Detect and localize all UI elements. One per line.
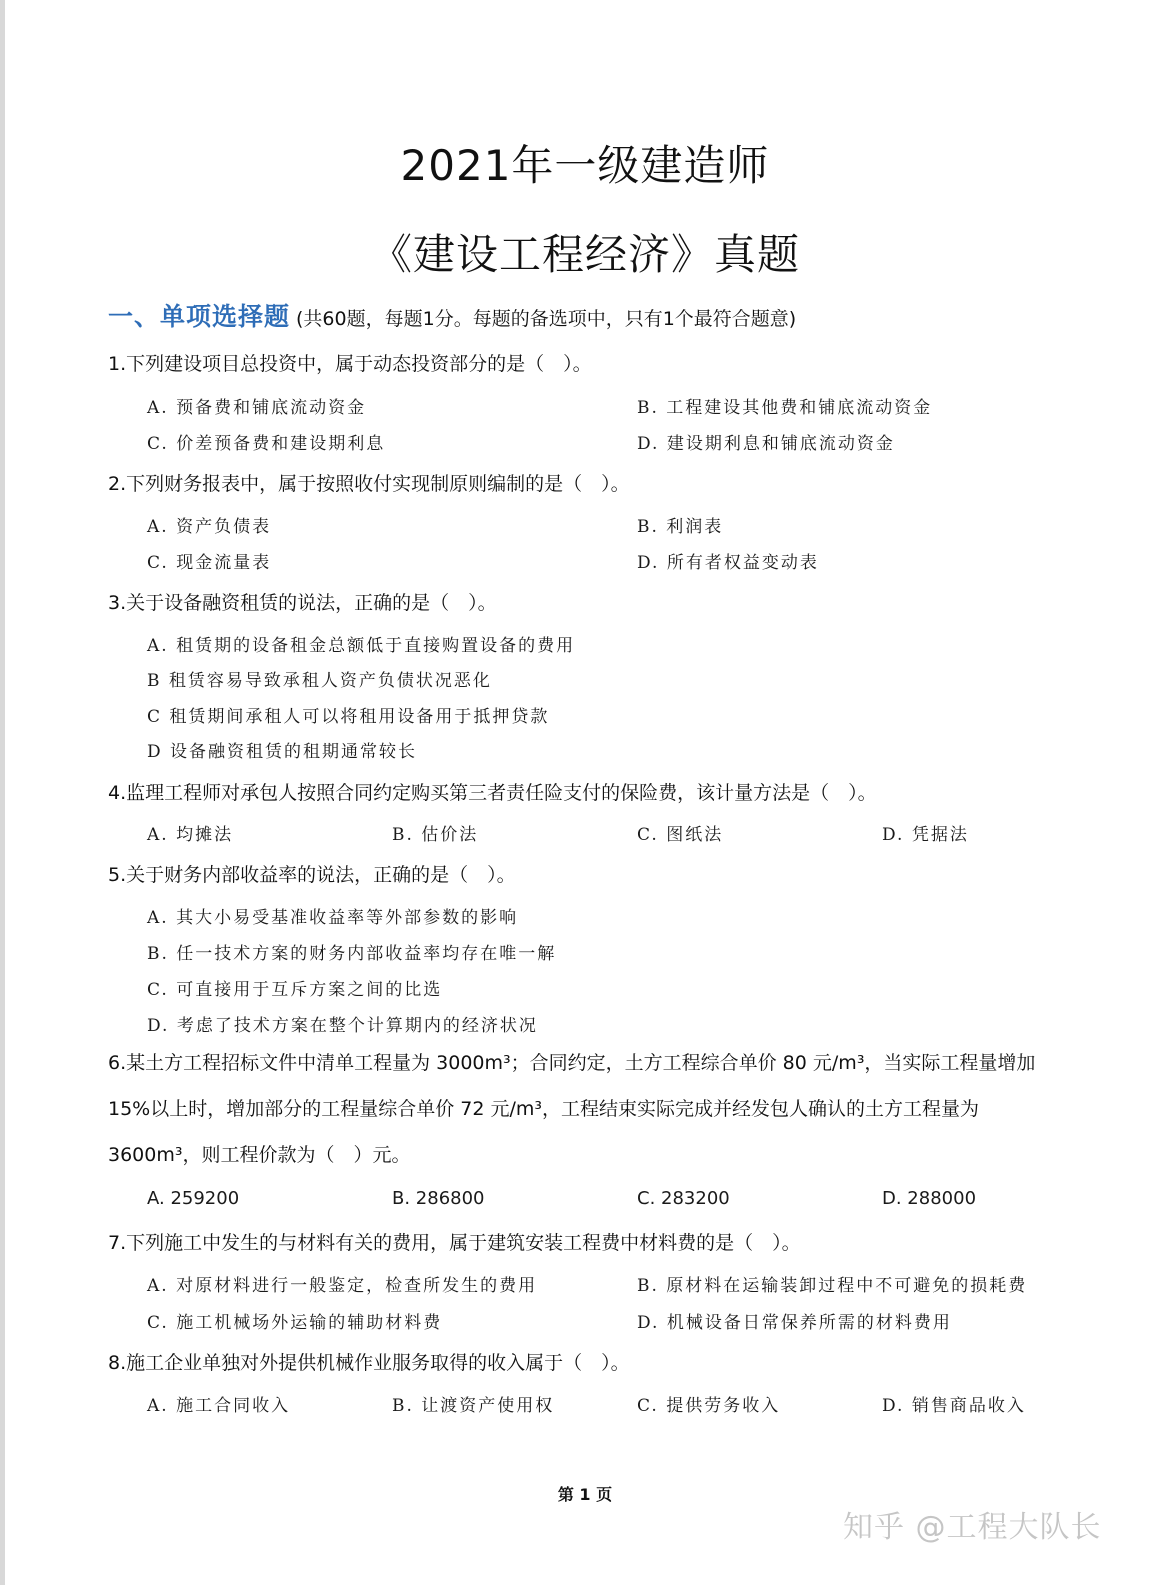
watermark: 知乎 @工程大队长 <box>843 1510 1102 1545</box>
question-8-stem: 8.施工企业单独对外提供机械作业服务取得的收入属于（ ）。 <box>108 1352 630 1374</box>
section-label: 一、单项选择题 <box>108 302 291 331</box>
question-1-option-c: C. 价差预备费和建设期利息 <box>147 434 386 454</box>
question-1-option-d: D. 建设期利息和铺底流动资金 <box>637 434 895 454</box>
question-1-option-a: A. 预备费和铺底流动资金 <box>147 398 367 418</box>
page-number: 第 1 页 <box>557 1485 613 1504</box>
question-3-option-b: B 租赁容易导致承租人资产负债状况恶化 <box>147 671 492 691</box>
question-2-option-d: D. 所有者权益变动表 <box>637 553 819 573</box>
question-6-option-d: D. 288000 <box>882 1188 977 1209</box>
question-4-option-c: C. 图纸法 <box>637 825 724 845</box>
question-3-stem: 3.关于设备融资租赁的说法，正确的是（ ）。 <box>108 592 497 614</box>
question-5-option-b: B. 任一技术方案的财务内部收益率均存在唯一解 <box>147 944 557 964</box>
question-2-option-c: C. 现金流量表 <box>147 553 272 573</box>
question-2-option-a: A. 资产负债表 <box>147 517 272 537</box>
question-4-option-b: B. 估价法 <box>392 825 479 845</box>
question-2-option-b: B. 利润表 <box>637 517 724 537</box>
question-3-option-d: D 设备融资租赁的租期通常较长 <box>147 742 418 762</box>
question-5-stem: 5.关于财务内部收益率的说法，正确的是（ ）。 <box>108 864 516 886</box>
section-heading <box>108 297 796 333</box>
question-7-stem: 7.下列施工中发生的与材料有关的费用，属于建筑安装工程费中材料费的是（ ）。 <box>108 1232 801 1254</box>
question-5-option-a: A. 其大小易受基准收益率等外部参数的影响 <box>147 908 519 928</box>
question-8-option-c: C. 提供劳务收入 <box>637 1396 781 1416</box>
question-6-option-a: A. 259200 <box>147 1188 240 1209</box>
question-2-stem: 2.下列财务报表中，属于按照收付实现制原则编制的是（ ）。 <box>108 473 630 495</box>
document-title-line-2: 《建设工程经济》真题 <box>369 230 800 279</box>
section-note: (共60题，每题1分。每题的备选项中，只有1个最符合题意) <box>296 308 797 330</box>
question-5-option-d: D. 考虑了技术方案在整个计算期内的经济状况 <box>147 1016 538 1036</box>
question-5-option-c: C. 可直接用于互斥方案之间的比选 <box>147 980 443 1000</box>
question-7-option-a: A. 对原材料进行一般鉴定，检查所发生的费用 <box>147 1276 538 1296</box>
question-4-option-d: D. 凭据法 <box>882 825 969 845</box>
question-6-stem: 6.某土方工程招标文件中清单工程量为 3000m³；合同约定，土方工程综合单价 80 元/m³，当实际工程量增加 15%以上时，增加部分的工程量综合单价 72 元/m³，工程结束实际完成并经发包人确认的土方工程量为 3600m³，则工程价款为（ ）元。 <box>108 1052 1036 1166</box>
question-4-stem: 4.监理工程师对承包人按照合同约定购买第三者责任险支付的保险费，该计量方法是（ ）。 <box>108 782 877 804</box>
question-1-option-b: B. 工程建设其他费和铺底流动资金 <box>637 398 933 418</box>
document-title-line-1: 2021年一级建造师 <box>400 141 770 190</box>
question-8-option-a: A. 施工合同收入 <box>147 1396 291 1416</box>
question-7-option-d: D. 机械设备日常保养所需的材料费用 <box>637 1313 952 1333</box>
question-3-option-a: A. 租赁期的设备租金总额低于直接购置设备的费用 <box>147 636 576 656</box>
question-1-stem: 1.下列建设项目总投资中，属于动态投资部分的是（ ）。 <box>108 353 592 375</box>
question-7-option-b: B. 原材料在运输装卸过程中不可避免的损耗费 <box>637 1276 1028 1296</box>
question-3-option-c: C 租赁期间承租人可以将租用设备用于抵押贷款 <box>147 707 550 727</box>
question-8-option-d: D. 销售商品收入 <box>882 1396 1026 1416</box>
question-6-option-b: B. 286800 <box>392 1188 485 1209</box>
question-7-option-c: C. 施工机械场外运输的辅助材料费 <box>147 1313 443 1333</box>
question-4-option-a: A. 均摊法 <box>147 825 234 845</box>
question-6-option-c: C. 283200 <box>637 1188 730 1209</box>
question-8-option-b: B. 让渡资产使用权 <box>392 1396 555 1416</box>
